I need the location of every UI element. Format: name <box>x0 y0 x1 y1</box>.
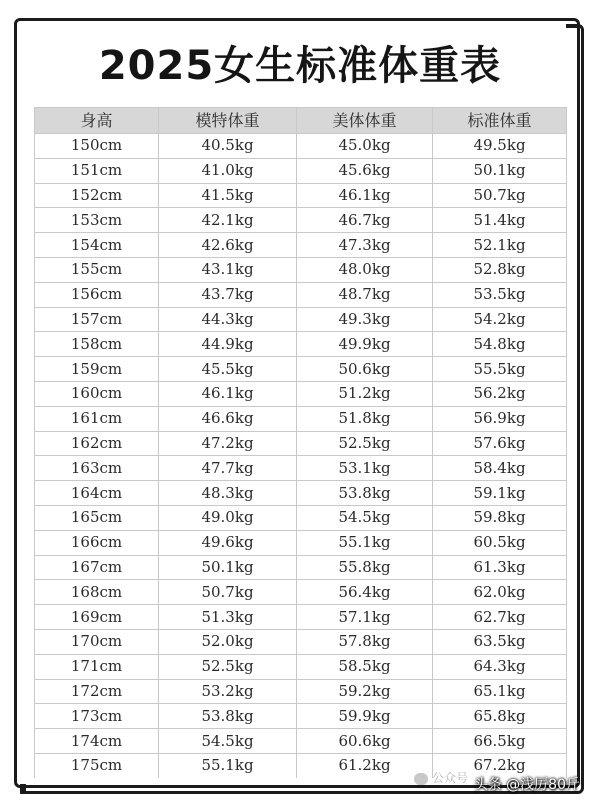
table-cell: 47.2kg <box>159 431 297 456</box>
table-cell: 165cm <box>35 505 159 530</box>
table-cell: 49.6kg <box>159 530 297 555</box>
table-row <box>35 580 567 605</box>
table-cell: 168cm <box>35 580 159 605</box>
table-cell: 42.6kg <box>159 233 297 258</box>
table-row <box>35 406 567 431</box>
table-cell: 59.2kg <box>297 679 433 704</box>
table-cell: 62.7kg <box>433 605 567 630</box>
table-cell: 174cm <box>35 729 159 754</box>
table-cell: 49.9kg <box>297 332 433 357</box>
table-cell: 157cm <box>35 307 159 332</box>
table-cell: 56.4kg <box>297 580 433 605</box>
table-row <box>35 629 567 654</box>
table-cell: 47.7kg <box>159 456 297 481</box>
table-cell: 53.5kg <box>433 282 567 307</box>
table-cell: 64.3kg <box>433 654 567 679</box>
table-cell: 63.5kg <box>433 629 567 654</box>
table-cell: 44.3kg <box>159 307 297 332</box>
table-cell: 150cm <box>35 134 159 159</box>
table-cell: 175cm <box>35 753 159 778</box>
table-cell: 53.2kg <box>159 679 297 704</box>
table-cell: 50.7kg <box>159 580 297 605</box>
table-cell: 51.2kg <box>297 381 433 406</box>
weight-table <box>34 107 567 778</box>
table-cell: 60.6kg <box>297 729 433 754</box>
table-cell: 53.1kg <box>297 456 433 481</box>
table-cell: 45.6kg <box>297 158 433 183</box>
table-row <box>35 704 567 729</box>
table-cell: 45.0kg <box>297 134 433 159</box>
table-row <box>35 307 567 332</box>
table-cell: 52.5kg <box>297 431 433 456</box>
table-cell: 50.6kg <box>297 357 433 382</box>
table-cell: 47.3kg <box>297 233 433 258</box>
table-cell: 158cm <box>35 332 159 357</box>
table-cell: 167cm <box>35 555 159 580</box>
table-row <box>35 530 567 555</box>
table-row <box>35 505 567 530</box>
table-cell: 170cm <box>35 629 159 654</box>
table-cell: 55.1kg <box>159 753 297 778</box>
table-cell: 54.2kg <box>433 307 567 332</box>
table-cell: 173cm <box>35 704 159 729</box>
table-cell: 55.5kg <box>433 357 567 382</box>
table-cell: 50.7kg <box>433 183 567 208</box>
table-cell: 166cm <box>35 530 159 555</box>
table-cell: 51.3kg <box>159 605 297 630</box>
table-cell: 50.1kg <box>433 158 567 183</box>
table-cell: 49.3kg <box>297 307 433 332</box>
table-cell: 46.1kg <box>159 381 297 406</box>
table-cell: 57.8kg <box>297 629 433 654</box>
table-row <box>35 183 567 208</box>
table-cell: 41.0kg <box>159 158 297 183</box>
table-cell: 55.8kg <box>297 555 433 580</box>
table-row <box>35 555 567 580</box>
table-cell: 169cm <box>35 605 159 630</box>
table-row <box>35 332 567 357</box>
table-row <box>35 605 567 630</box>
table-row <box>35 282 567 307</box>
table-cell: 54.5kg <box>159 729 297 754</box>
table-cell: 67.2kg <box>433 753 567 778</box>
frame-corner-top-right <box>566 24 580 28</box>
table-cell: 156cm <box>35 282 159 307</box>
table-cell: 52.8kg <box>433 257 567 282</box>
table-cell: 58.4kg <box>433 456 567 481</box>
table-cell: 61.3kg <box>433 555 567 580</box>
table-row <box>35 233 567 258</box>
table-cell: 43.7kg <box>159 282 297 307</box>
table-cell: 164cm <box>35 481 159 506</box>
table-cell: 40.5kg <box>159 134 297 159</box>
table-cell: 161cm <box>35 406 159 431</box>
table-row <box>35 456 567 481</box>
table-cell: 51.4kg <box>433 208 567 233</box>
table-row <box>35 729 567 754</box>
table-cell: 58.5kg <box>297 654 433 679</box>
table-cell: 48.3kg <box>159 481 297 506</box>
table-cell: 53.8kg <box>159 704 297 729</box>
column-header: 模特体重 <box>159 108 297 134</box>
table-cell: 44.9kg <box>159 332 297 357</box>
table-cell: 48.7kg <box>297 282 433 307</box>
page-title: 2025女生标准体重表 <box>98 43 502 89</box>
table-cell: 153cm <box>35 208 159 233</box>
table-cell: 52.1kg <box>433 233 567 258</box>
column-header: 身高 <box>35 108 159 134</box>
table-cell: 48.0kg <box>297 257 433 282</box>
table-cell: 61.2kg <box>297 753 433 778</box>
table-cell: 56.2kg <box>433 381 567 406</box>
table-cell: 60.5kg <box>433 530 567 555</box>
watermark: 头条 @浅厉80斤 <box>473 777 580 793</box>
table-cell: 172cm <box>35 679 159 704</box>
table-cell: 152cm <box>35 183 159 208</box>
table-cell: 163cm <box>35 456 159 481</box>
table-cell: 52.0kg <box>159 629 297 654</box>
table-row <box>35 357 567 382</box>
table-cell: 50.1kg <box>159 555 297 580</box>
table-cell: 162cm <box>35 431 159 456</box>
column-header: 美体体重 <box>297 108 433 134</box>
table-cell: 54.5kg <box>297 505 433 530</box>
table-row <box>35 381 567 406</box>
table-cell: 49.5kg <box>433 134 567 159</box>
table-cell: 59.9kg <box>297 704 433 729</box>
table-cell: 155cm <box>35 257 159 282</box>
table-cell: 59.1kg <box>433 481 567 506</box>
table-cell: 45.5kg <box>159 357 297 382</box>
table-cell: 42.1kg <box>159 208 297 233</box>
table-row <box>35 679 567 704</box>
table-cell: 53.8kg <box>297 481 433 506</box>
weight-chart-card <box>30 30 570 778</box>
table-row <box>35 481 567 506</box>
table-cell: 43.1kg <box>159 257 297 282</box>
table-row <box>35 158 567 183</box>
table-row <box>35 257 567 282</box>
table-cell: 52.5kg <box>159 654 297 679</box>
table-cell: 65.8kg <box>433 704 567 729</box>
frame-corner-bottom-left <box>20 784 26 794</box>
table-cell: 56.9kg <box>433 406 567 431</box>
table-cell: 151cm <box>35 158 159 183</box>
table-cell: 154cm <box>35 233 159 258</box>
table-cell: 41.5kg <box>159 183 297 208</box>
watermark-grey: 公众号 <box>414 769 468 786</box>
table-cell: 55.1kg <box>297 530 433 555</box>
table-cell: 51.8kg <box>297 406 433 431</box>
table-cell: 65.1kg <box>433 679 567 704</box>
table-cell: 49.0kg <box>159 505 297 530</box>
table-row <box>35 654 567 679</box>
table-cell: 54.8kg <box>433 332 567 357</box>
table-cell: 46.7kg <box>297 208 433 233</box>
table-cell: 46.1kg <box>297 183 433 208</box>
table-body <box>35 134 567 779</box>
table-cell: 59.8kg <box>433 505 567 530</box>
table-cell: 159cm <box>35 357 159 382</box>
table-row <box>35 431 567 456</box>
table-header-row <box>35 108 567 134</box>
table-row <box>35 208 567 233</box>
table-cell: 46.6kg <box>159 406 297 431</box>
table-cell: 66.5kg <box>433 729 567 754</box>
table-cell: 57.1kg <box>297 605 433 630</box>
table-cell: 160cm <box>35 381 159 406</box>
table-row <box>35 134 567 159</box>
table-cell: 62.0kg <box>433 580 567 605</box>
column-header: 标准体重 <box>433 108 567 134</box>
table-cell: 57.6kg <box>433 431 567 456</box>
table-cell: 171cm <box>35 654 159 679</box>
wechat-icon <box>414 773 428 785</box>
